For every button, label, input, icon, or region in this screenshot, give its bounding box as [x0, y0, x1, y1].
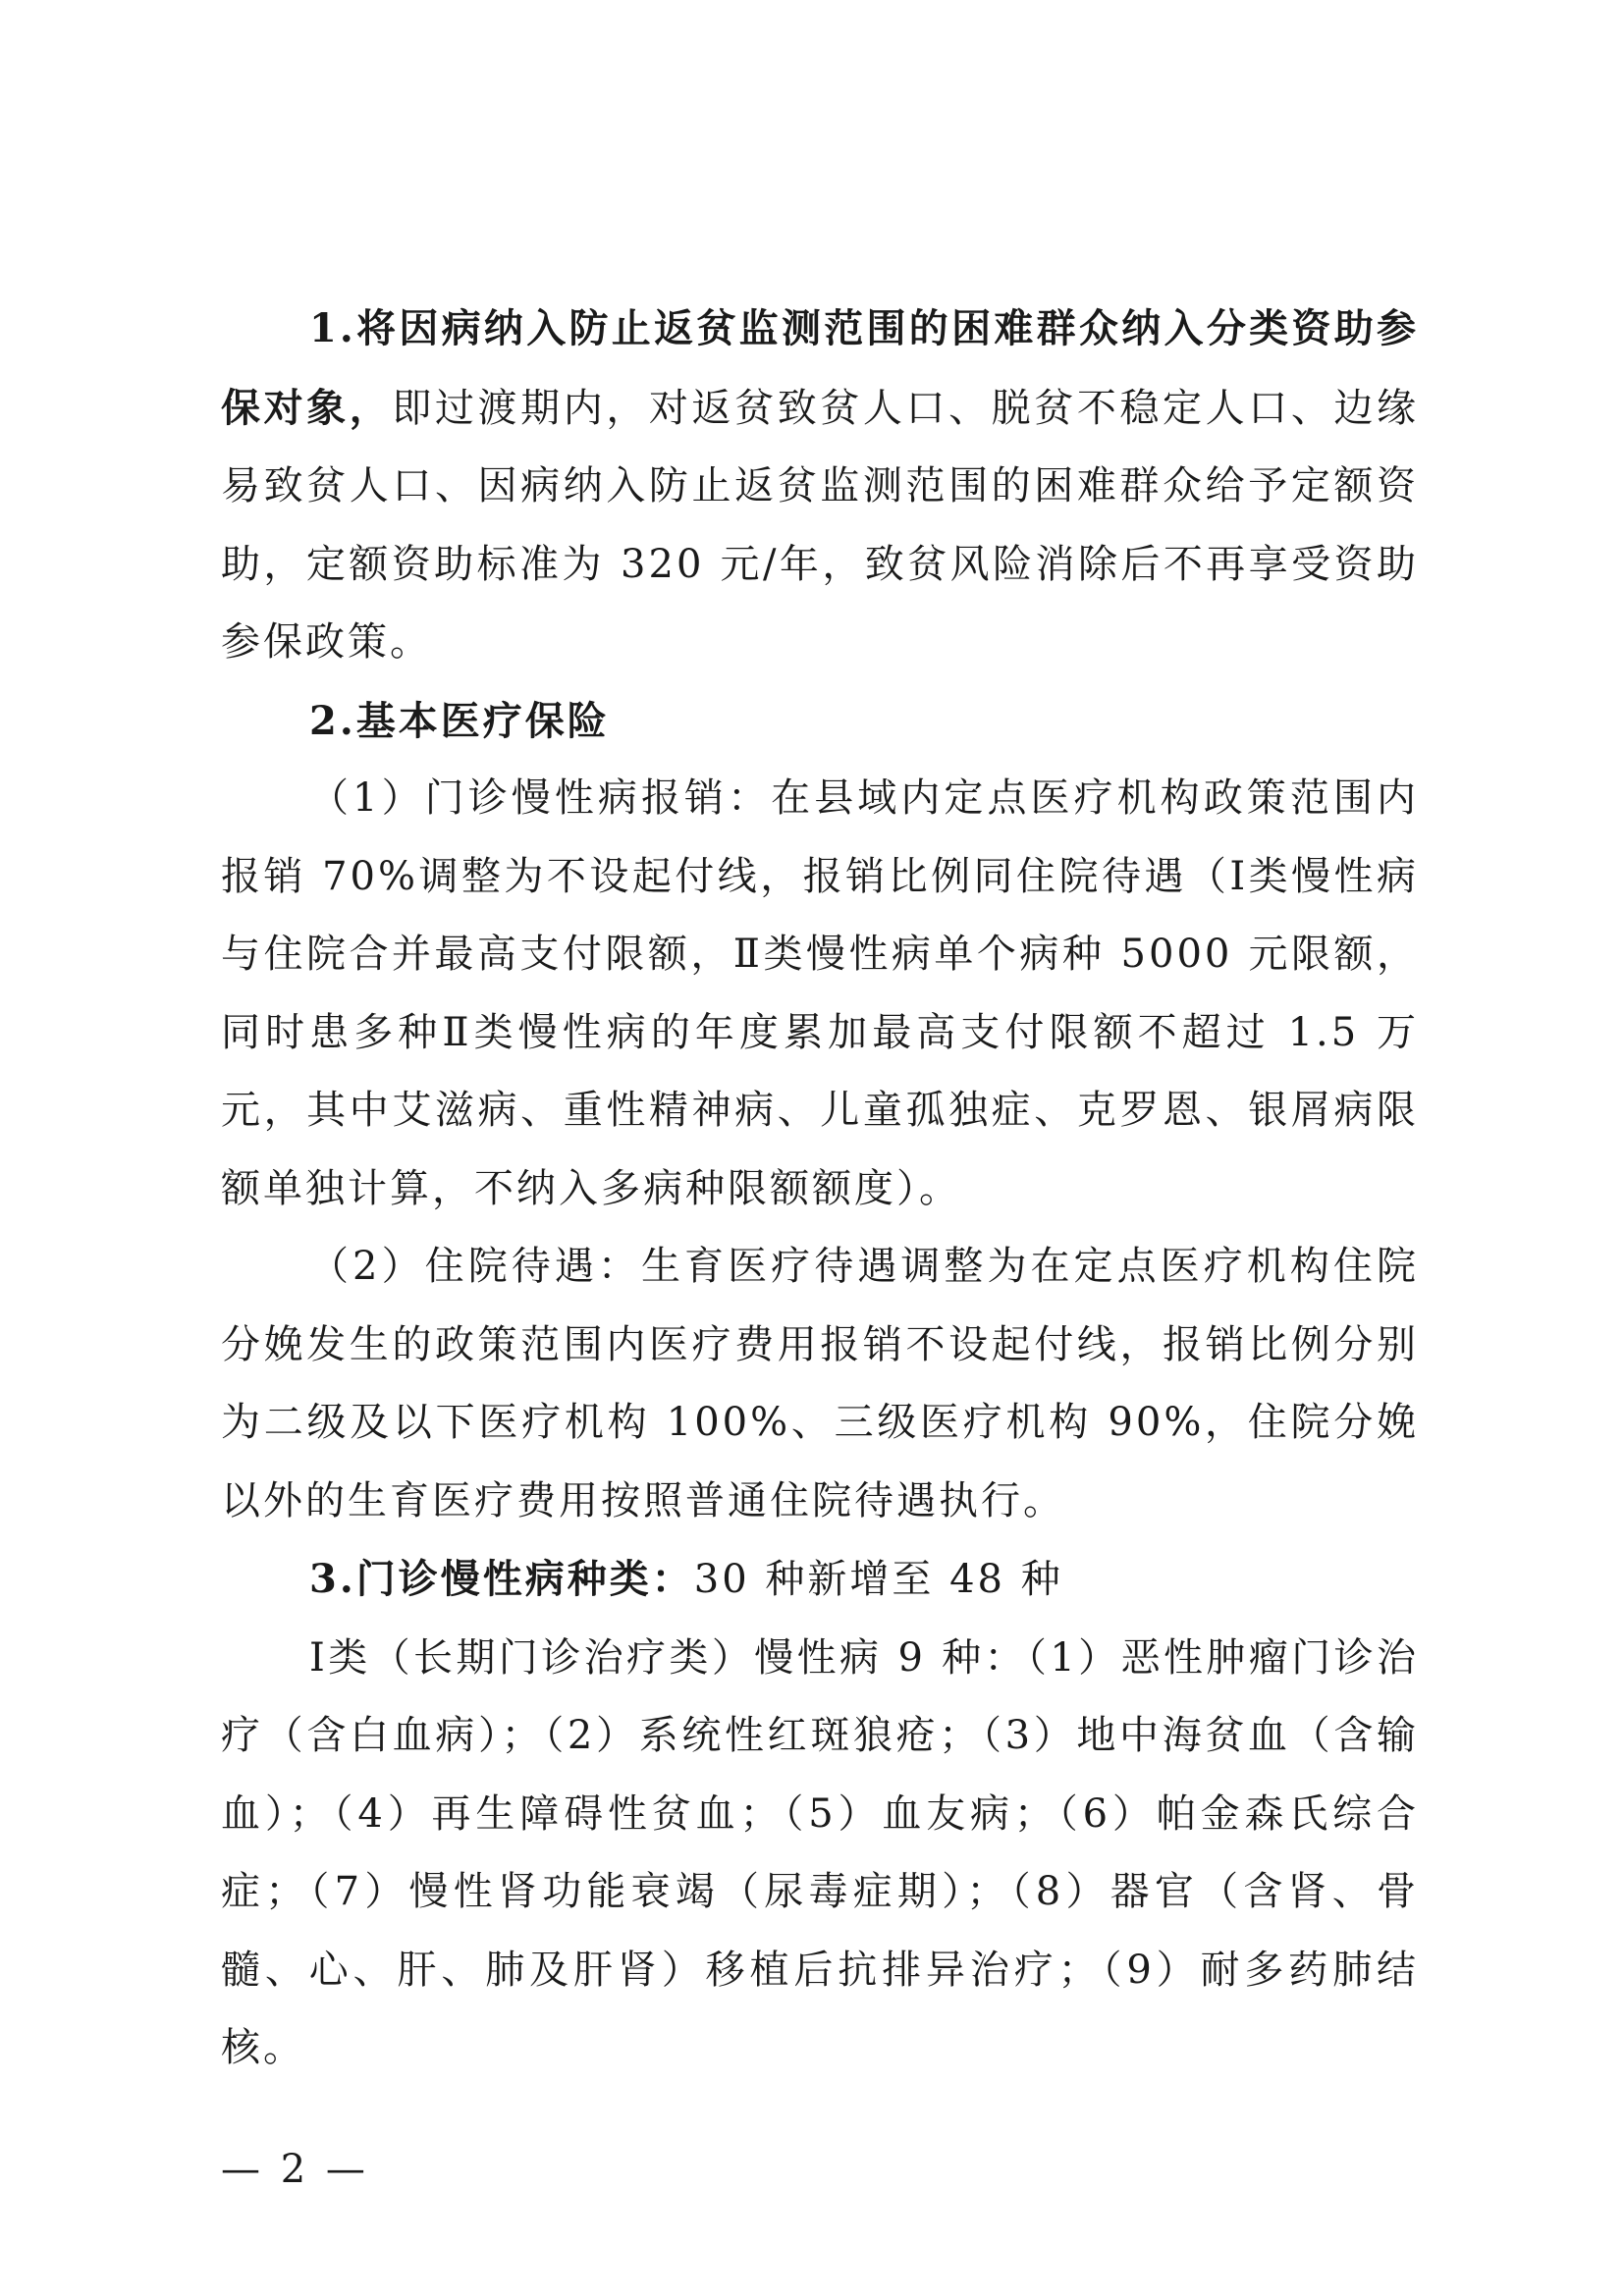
item-2-sub-1: （1）门诊慢性病报销：在县域内定点医疗机构政策范围内报销 70%调整为不设起付线，报销比例同住院待遇（Ⅰ类慢性病与住院合并最高支付限额，Ⅱ类慢性病单个病种 5000 元限额，同时患多种Ⅱ类慢性病的年度累加最高支付限额不超过 1.5 万元，其中艾滋病、重性精神病、儿童孤独症、克罗恩、银屑病限额单独计算，不纳入多病种限额额度）。 [221, 775, 1419, 1211]
item-1-text: 即过渡期内，对返贫致贫人口、脱贫不稳定人口、边缘易致贫人口、因病纳入防止返贫监测范围的困难群众给予定额资助，定额资助标准为 320 元/年，致贫风险消除后不再享受资助参保政策。 [221, 385, 1420, 665]
document-body [221, 290, 1419, 2088]
paragraph-item-1 [221, 290, 1419, 682]
item-2-sub-2: （2）住院待遇：生育医疗待遇调整为在定点医疗机构住院分娩发生的政策范围内医疗费用报销不设起付线，报销比例分别为二级及以下医疗机构 100%、三级医疗机构 90%，住院分娩以外的生育医疗费用按照普通住院待遇执行。 [221, 1244, 1419, 1523]
item-3-heading: 3.门诊慢性病种类： [309, 1556, 694, 1602]
item-3-class-1-list: Ⅰ类（长期门诊治疗类）慢性病 9 种：（1）恶性肿瘤门诊治疗（含白血病）；（2）系统性红斑狼疮；（3）地中海贫血（含输血）；（4）再生障碍性贫血；（5）血友病；（6）帕金森氏综合症；（7）慢性肾功能衰竭（尿毒症期）；（8）器官（含肾、骨髓、心、肝、肺及肝肾）移植后抗排异治疗；（9）耐多药肺结核。 [221, 1634, 1419, 2070]
page-number: — 2 — [221, 2147, 369, 2192]
item-2-heading: 2.基本医疗保险 [309, 697, 610, 744]
item-1-heading: 1.将因病纳入防止返贫监测范围的困难群众纳入分类资助参保对象， [221, 305, 1419, 431]
item-3-text: 30 种新增至 48 种 [693, 1557, 1063, 1602]
paragraph-item-3 [221, 1540, 1419, 1620]
